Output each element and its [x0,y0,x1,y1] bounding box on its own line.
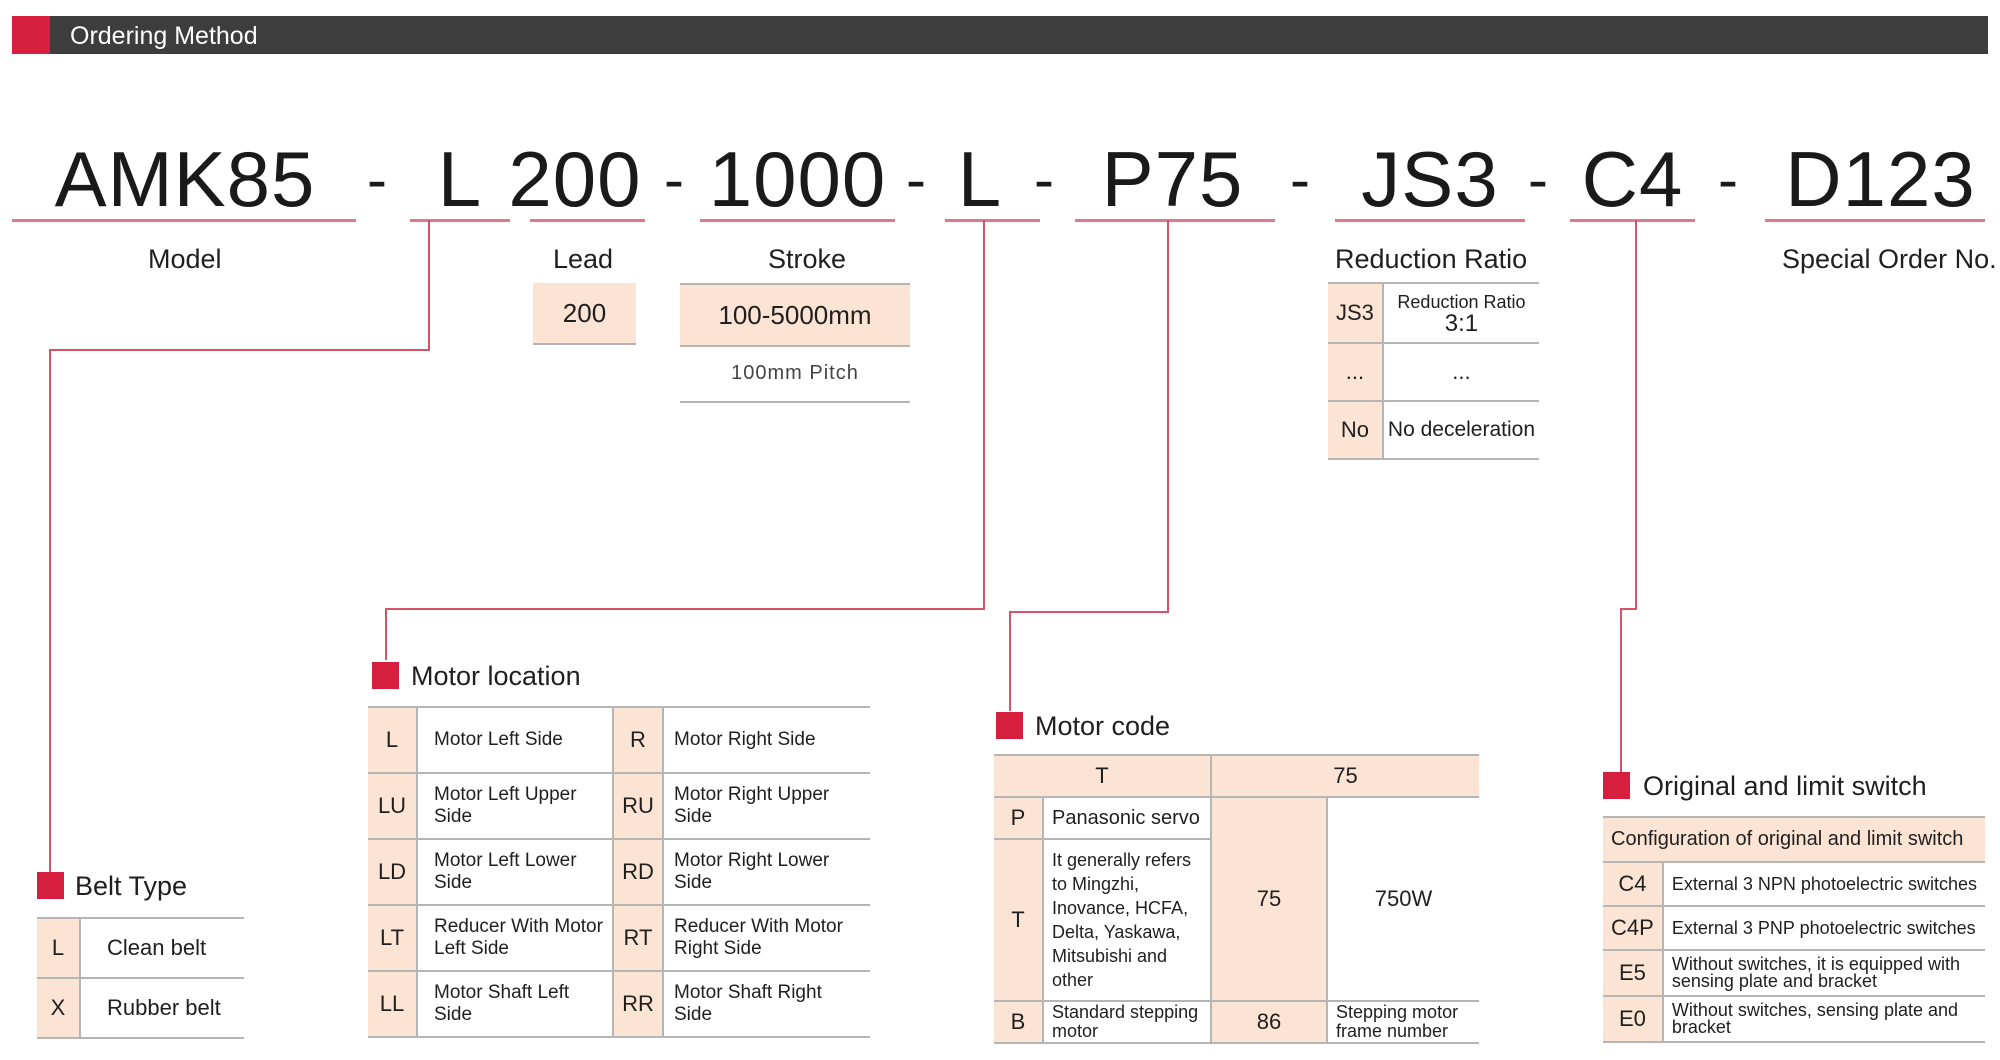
table-row [37,918,244,978]
motor-num: 75 [1211,797,1327,1001]
switch-desc: External 3 PNP photoelectric switches [1671,917,1976,938]
label-model: Model [148,244,222,274]
location-code: L [368,707,417,773]
code-dash: - [1034,146,1054,213]
code-underline [1570,219,1695,222]
motor-code: B [994,1001,1043,1043]
reduction-table [1328,282,1539,460]
motor-spec: Stepping motor frame number [1327,1001,1479,1043]
location-code: LU [368,773,417,839]
connector-line [983,220,985,610]
code-underline [700,219,895,222]
lead-value: 200 [533,283,636,345]
code-special: D123 [1785,135,1976,223]
location-desc: Motor Shaft Left Side [434,982,570,1025]
connector-line [1620,608,1637,610]
reduction-code: ... [1328,343,1383,401]
table-row [994,755,1479,797]
switch-desc: External 3 NPN photoelectric switches [1671,873,1977,894]
switch-code: E0 [1603,996,1663,1042]
table-row [37,978,244,1038]
switch-code: C4P [1603,906,1663,950]
location-desc: Motor Right Lower Side [674,850,830,893]
label-stroke: Stroke [768,244,847,274]
section-marker-icon [372,662,399,689]
motor-spec: 750W [1327,797,1479,1001]
motor-code-title: Motor code [1035,711,1171,741]
location-desc: Motor Left Side [434,729,563,750]
reduction-cell-title: Reduction Ratio [1397,292,1526,312]
location-desc: Motor Shaft Right Side [674,982,822,1025]
code-dash: - [1718,146,1738,213]
code-underline [945,219,1040,222]
table-row [994,1001,1479,1043]
table-row [368,707,870,773]
belt-code: X [37,978,80,1038]
code-underline [1335,219,1525,222]
connector-line [1167,220,1169,612]
location-code: RD [613,839,663,905]
belt-type-title: Belt Type [75,871,188,901]
code-underline [12,219,356,222]
stroke-value: 100-5000mm [680,283,910,347]
motor-head-right: 75 [1333,763,1358,788]
table-row [1328,283,1539,343]
belt-code: L [37,918,80,978]
switch-code: E5 [1603,950,1663,996]
label-reduction: Reduction Ratio [1335,244,1528,274]
code-dash: - [906,146,926,213]
table-row [1603,996,1985,1042]
location-code: LD [368,839,417,905]
connector-line [1635,220,1637,610]
reduction-cell [1383,283,1539,343]
motor-code: T [994,839,1043,1001]
reduction-code: No [1328,401,1383,459]
switch-head: Configuration of original and limit switch [1611,828,1964,850]
motor-desc: Panasonic servo [1043,797,1211,839]
connector-line [49,349,51,874]
connector-line [428,220,430,350]
location-code: RT [613,905,663,971]
table-row [368,971,870,1037]
code-motor: P75 [1101,135,1244,223]
table-row [1603,906,1985,950]
reduction-desc: No deceleration [1387,418,1536,441]
location-desc: Motor Right Upper Side [674,784,830,827]
table-row [994,797,1479,839]
code-dash: - [1290,146,1310,213]
code-underline [410,219,510,222]
page-title: Ordering Method [70,22,258,50]
location-desc: Motor Left Lower Side [434,850,577,893]
code-underline [1765,219,1985,222]
location-code: R [613,707,663,773]
code-lead: 200 [508,135,642,223]
stroke-pitch: 100mm Pitch [680,345,910,403]
code-underline [1075,219,1275,222]
code-underline [530,219,645,222]
switch-desc: Without switches, it is equipped with sensing plate and bracket [1671,954,1960,991]
table-row [1328,401,1539,459]
motor-location-table [368,706,870,1038]
code-model: AMK85 [54,135,316,223]
switch-table [1603,816,1985,1043]
connector-line [385,608,387,660]
table-row [1328,343,1539,401]
location-desc: Reducer With Motor Right Side [674,916,843,959]
code-dash: - [367,146,387,213]
connector-line [1620,608,1622,773]
location-desc: Motor Left Upper Side [434,784,577,827]
section-marker-icon [996,712,1023,739]
motor-location-title: Motor location [411,661,581,691]
belt-type-table [37,917,244,1039]
code-dash: - [664,146,684,213]
section-header-bar [12,16,1988,54]
location-code: RU [613,773,663,839]
code-switch: C4 [1581,135,1684,223]
section-marker-icon [37,872,64,899]
label-lead: Lead [553,244,614,274]
switch-desc: Without switches, sensing plate and bracket [1671,1000,1959,1037]
code-motor-location: L [957,135,1003,223]
location-code: LT [368,905,417,971]
location-code: LL [368,971,417,1037]
code-reduction: JS3 [1361,135,1499,223]
section-marker-icon [1603,772,1630,799]
connector-line [1009,611,1011,711]
motor-num: 86 [1211,1001,1327,1043]
location-code: RR [613,971,663,1037]
table-row [368,905,870,971]
reduction-code: JS3 [1328,283,1383,343]
connector-line [49,349,430,351]
table-row [1603,817,1985,862]
code-stroke: 1000 [708,135,887,223]
location-desc: Motor Right Side [674,729,816,750]
connector-line [1009,611,1169,613]
table-row [1603,950,1985,996]
motor-desc: Standard stepping motor [1043,1001,1211,1043]
connector-line [385,608,985,610]
motor-code-table [994,754,1479,1044]
belt-desc: Rubber belt [107,995,221,1020]
switch-code: C4 [1603,862,1663,906]
location-desc: Reducer With Motor Left Side [434,916,603,959]
code-dash: - [1528,146,1548,213]
label-special: Special Order No. [1782,244,1997,274]
reduction-desc: ... [1452,359,1471,384]
code-belt: L [437,135,483,223]
table-row [368,773,870,839]
motor-desc: It generally refers to Mingzhi, Inovance, HCFA, Delta, Yaskawa, Mitsubishi and other [1043,839,1211,1001]
belt-desc: Clean belt [107,935,207,960]
reduction-cell-value: 3:1 [1444,310,1479,337]
header-accent-square [12,16,50,54]
table-row [1603,862,1985,906]
table-row [368,839,870,905]
switch-title: Original and limit switch [1643,771,1927,801]
motor-code: P [994,797,1043,839]
motor-head-left: T [994,755,1211,797]
